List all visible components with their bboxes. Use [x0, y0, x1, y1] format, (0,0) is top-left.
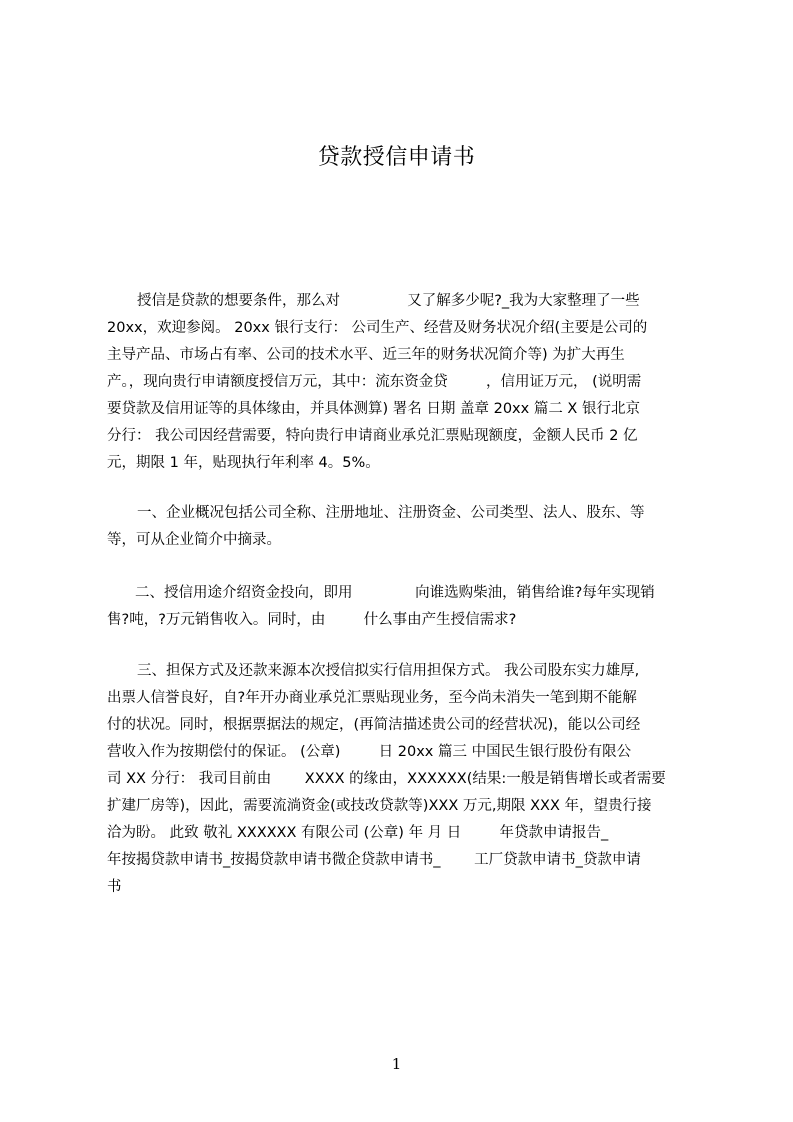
- paragraph-line: 20xx，欢迎参阅。 20xx 银行支行： 公司生产、经营及财务状况介绍(主要是公司的: [107, 320, 648, 336]
- paragraph-line: 书: [107, 879, 122, 895]
- paragraph-company-overview: [107, 500, 699, 554]
- paragraph-line: 主导产品、市场占有率、公司的技术水平、近三年的财务状况简介等) 为扩大再生: [107, 347, 625, 363]
- paragraph-line: 三、担保方式及还款来源本次授信拟实行信用担保方式。 我公司股东实力雄厚,: [137, 663, 640, 679]
- paragraph-line: 洽为盼。 此致 敬礼 XXXXXX 有限公司 (公章) 年 月 日 年贷款申请报告_: [107, 825, 609, 841]
- paragraph-line: 一、企业概况包括公司全称、注册地址、注册资金、公司类型、法人、股东、等: [137, 505, 645, 521]
- paragraph-guarantee: [107, 658, 699, 901]
- paragraph-line: 授信是贷款的想要条件，那么对 又了解多少呢?_我为大家整理了一些: [137, 293, 640, 309]
- paragraph-line: 付的状况。同时，根据票据法的规定，(再简洁描述贵公司的经营状况)，能以公司经: [107, 717, 641, 733]
- paragraph-line: 扩建厂房等)，因此，需要流淌资金(或技改贷款等)XXX 万元,期限 XXX 年，望贵行接: [107, 798, 652, 814]
- paragraph-line: 售?吨，?万元销售收入。同时，由 什么事由产生授信需求?: [107, 612, 517, 628]
- paragraph-line: 年按揭贷款申请书_按揭贷款申请书微企贷款申请书_ 工厂贷款申请书_贷款申请: [107, 852, 641, 868]
- paragraph-line: 二、授信用途介绍资金投向，即用 向谁选购柴油，销售给谁?每年实现销: [135, 585, 655, 601]
- paragraph-credit-purpose: [107, 580, 699, 634]
- paragraph-line: 产。，现向贵行申请额度授信万元，其中：流东资金贷 ，信用证万元， (说明需: [107, 374, 642, 390]
- paragraph-line: 元，期限 1 年，贴现执行年利率 4。5%。: [107, 455, 380, 471]
- paragraph-line: 营收入作为按期偿付的保证。 (公章) 日 20xx 篇三 中国民生银行股份有限公: [107, 744, 632, 760]
- paragraph-line: 出票人信誉良好，自?年开办商业承兑汇票贴现业务，至今尚未消失一笔到期不能解: [107, 690, 637, 706]
- document-title: 贷款授信申请书: [317, 145, 476, 170]
- paragraph-intro: [107, 288, 699, 477]
- paragraph-line: 分行： 我公司因经营需要，特向贵行申请商业承兑汇票贴现额度，金额人民币 2 亿: [107, 428, 638, 444]
- page-number: 1: [391, 1055, 402, 1073]
- paragraph-line: 等，可从企业简介中摘录。: [107, 532, 281, 548]
- paragraph-line: 要贷款及信用证等的具体缘由，并具体测算) 署名 日期 盖章 20xx 篇二 X 银行北京: [107, 401, 640, 417]
- paragraph-line: 司 XX 分行： 我司目前由 XXXX 的缘由，XXXXXX(结果:一般是销售增长或者需要: [107, 771, 666, 787]
